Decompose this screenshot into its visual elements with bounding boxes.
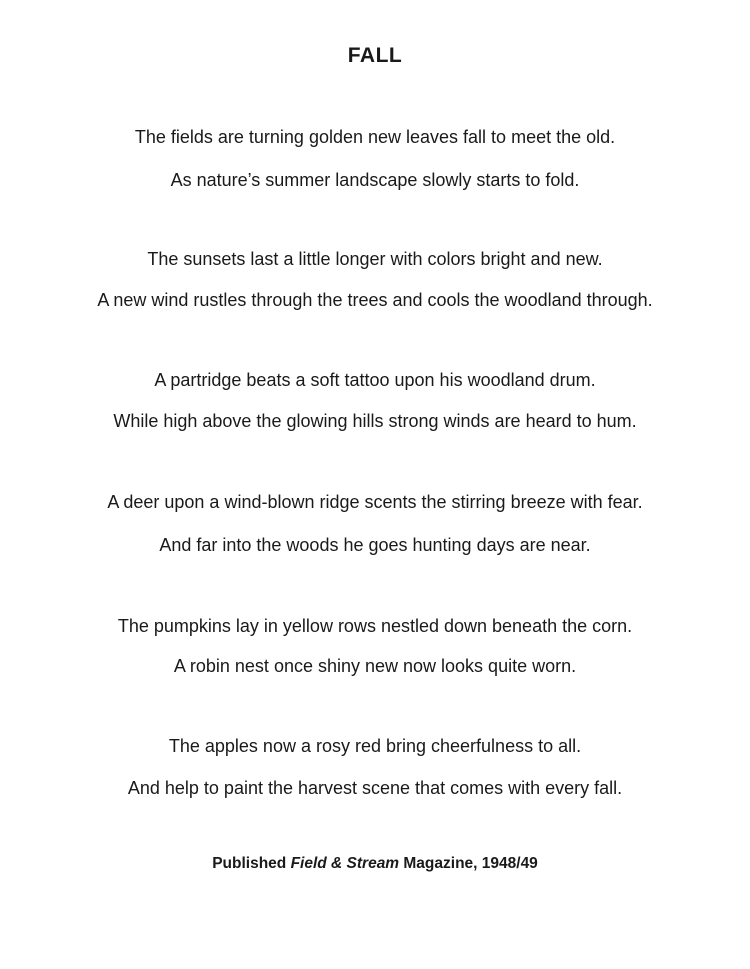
credit-suffix: Magazine, 1948/49 [399, 855, 538, 872]
poem-line-6-1: The apples now a rosy red bring cheerfulness to all. [168, 736, 582, 756]
poem-line-4-2: And far into the woods he goes hunting days are near. [159, 535, 591, 555]
poem-line-1-1: The fields are turning golden new leaves fall to meet the old. [134, 127, 616, 147]
poem-line-4-1: A deer upon a wind-blown ridge scents the stirring breeze with fear. [107, 492, 643, 512]
poem-line-5-2: A robin nest once shiny new now looks quite worn. [173, 656, 577, 676]
poem-title: FALL [347, 44, 403, 67]
poem-line-3-1: A partridge beats a soft tattoo upon his woodland drum. [154, 370, 596, 390]
poem-line-2-1: The sunsets last a little longer with colors bright and new. [147, 249, 603, 269]
poem-line-6-2: And help to paint the harvest scene that comes with every fall. [127, 778, 623, 798]
poem-line-1-2: As nature’s summer landscape slowly starts to fold. [170, 170, 580, 190]
publication-name: Field & Stream [290, 855, 400, 872]
poem-line-3-2: While high above the glowing hills strong winds are heard to hum. [113, 411, 637, 431]
publication-credit [0, 855, 750, 873]
poem-line-2-2: A new wind rustles through the trees and cools the woodland through. [97, 290, 653, 310]
poem-line-5-1: The pumpkins lay in yellow rows nestled down beneath the corn. [117, 616, 633, 636]
credit-prefix: Published [212, 855, 291, 872]
